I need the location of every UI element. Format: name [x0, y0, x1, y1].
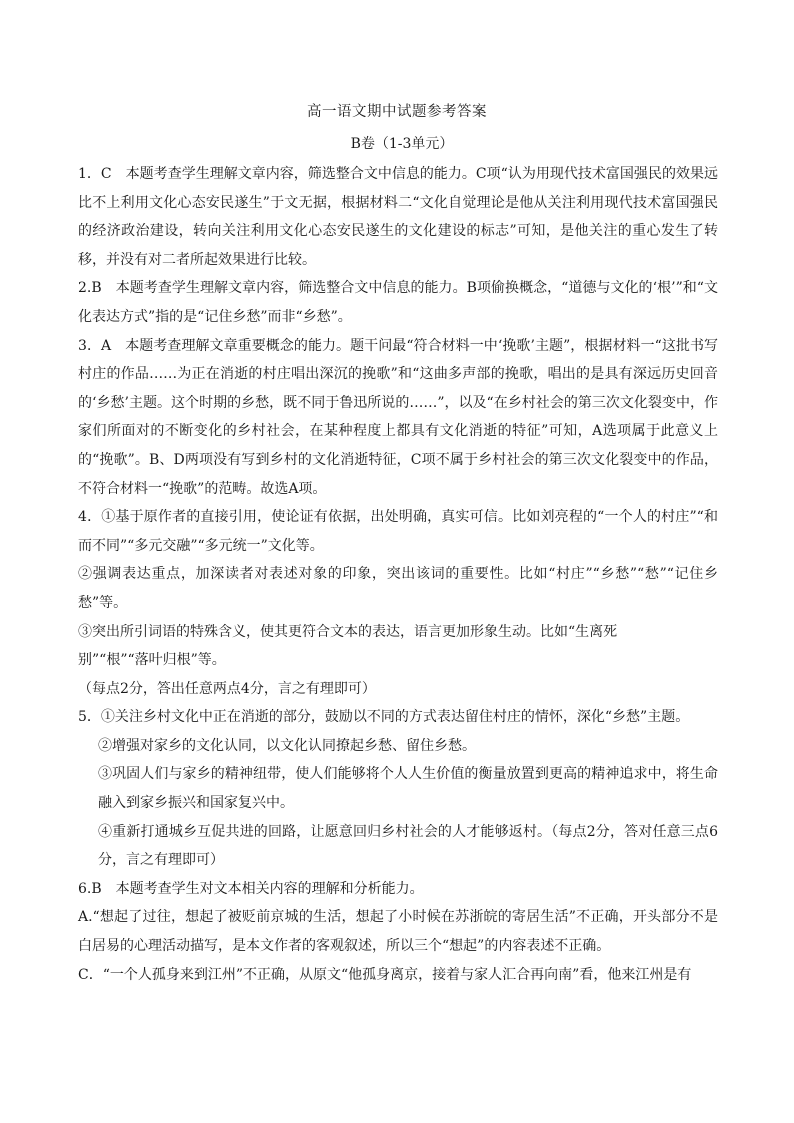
document-title: 高一语文期中试题参考答案: [307, 104, 487, 120]
answer-3: 3．A 本题考查理解文章重要概念的能力。题干问最“符合材料一中‘挽歌’主题”，根据材料一“这批书写村庄的作品……为正在消逝的村庄唱出深沉的挽歌”和“这曲多声部的挽歌，唱出的是具有深远历史回音的‘乡愁’主题。这个时期的乡愁，既不同于鲁迅所说的……”，以及“在乡村社会的第三次文化裂变中，作家们所面对的不断变化的乡村社会，在某种程度上都具有文化消逝的特征”可知，A选项属于此意义上的“挽歌”。B、D两项没有写到乡村的文化消逝特征，C项不属于乡村社会的第三次文化裂变中的作品，不符合材料一“挽歌”的范畴。故选A项。: [78, 337, 718, 497]
answer-5-point-4: ④重新打通城乡互促共进的回路，让愿意回归乡村社会的人才能够返村。（每点2分，答对任意三点6分，言之有理即可）: [98, 823, 718, 869]
answer-body: [78, 160, 718, 989]
answer-6: 6.B 本题考查学生对文本相关内容的理解和分析能力。: [78, 880, 424, 897]
answer-4-scoring-note: （每点2分，答出任意两点4分，言之有理即可）: [78, 680, 376, 697]
answer-4-point-1: 4．①基于原作者的直接引用，使论证有依据，出处明确，真实可信。比如刘亮程的“一个人的村庄”“和而不同”“多元交融”“多元统一”文化等。: [78, 509, 718, 554]
answer-6-option-c: C．“一个人孤身来到江州”不正确，从原文“他孤身离京，接着与家人汇合再向南”看，他来江州是有: [78, 966, 692, 983]
answer-6-option-a: A.“想起了过往，想起了被贬前京城的生活，想起了小时候在苏浙皖的寄居生活”不正确，开头部分不是白居易的心理活动描写，是本文作者的客观叙述，所以三个“想起”的内容表述不正确。: [78, 909, 718, 955]
answer-1: 1．C 本题考查学生理解文章内容，筛选整合文中信息的能力。C项“认为用现代技术富国强民的效果远比不上利用文化心态安民遂生”于文无据，根据材料二“文化自觉理论是他从关注利用现代技术富国强民的经济政治建设，转向关注利用文化心态安民遂生的文化建设的标志”可知，是他关注的重心发生了转移，并没有对二者所起效果进行比较。: [78, 166, 718, 268]
answer-5-point-1: 5．①关注乡村文化中正在消逝的部分，鼓励以不同的方式表达留住村庄的情怀，深化“乡愁”主题。: [78, 709, 690, 726]
answer-5-point-2: ②增强对家乡的文化认同，以文化认同撩起乡愁、留住乡愁。: [98, 737, 476, 754]
answer-4-point-3: ③突出所引词语的特殊含义，使其更符合文本的表达，语言更加形象生动。比如“生离死 别”“根”“落叶归根”等。: [78, 623, 618, 669]
answer-5-point-3: ③巩固人们与家乡的精神纽带，使人们能够将个人人生价值的衡量放置到更高的精神追求中，将生命融入到家乡振兴和国家复兴中。: [98, 766, 718, 812]
document-subtitle: B卷（1-3单元）: [350, 136, 454, 152]
answer-4-point-2: ②强调表达重点，加深读者对表述对象的印象，突出该词的重要性。比如“村庄”“乡愁”“愁”“记住乡愁”等。: [78, 566, 718, 611]
answer-2: 2.B 本题考查学生理解文章内容，筛选整合文中信息的能力。B项偷换概念，“道德与文化的‘根’”和“文化表达方式”指的是“记住乡愁”而非“乡愁”。: [78, 280, 718, 325]
